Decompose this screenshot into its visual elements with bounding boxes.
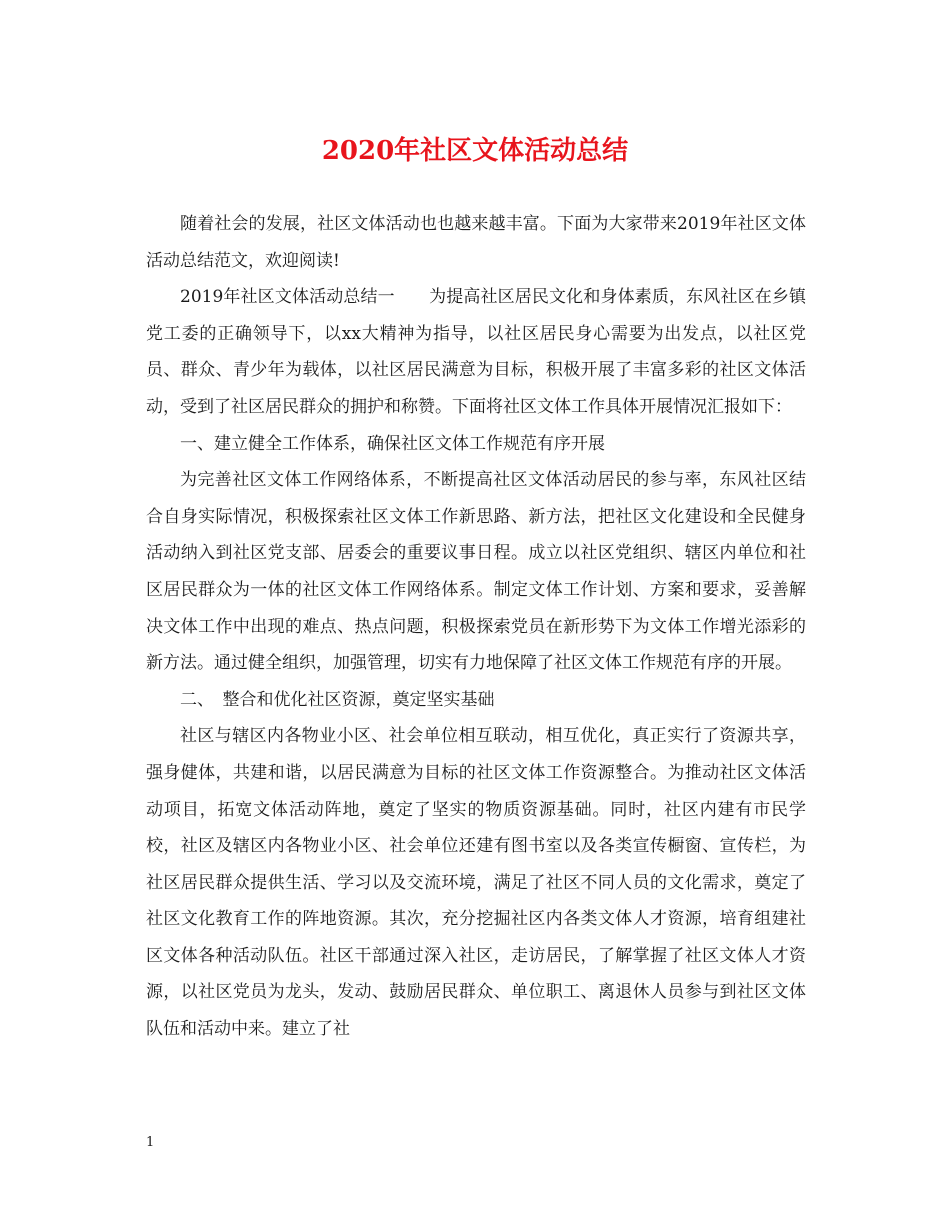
page-title: 2020年社区文体活动总结 bbox=[321, 136, 629, 166]
paragraph-summary-one: 2019年社区文体活动总结一 为提高社区居民文化和身体素质，东风社区在乡镇党工委的正确领导下，以xx大精神为指导，以社区居民身心需要为出发点，以社区党员、群众、青少年为载体，以社区居民满意为目标，积极开展了丰富多彩的社区文体活动，受到了社区居民群众的拥护和称赞。下面将社区文体工作具体开展情况汇报如下： bbox=[146, 287, 806, 417]
document-body bbox=[146, 206, 806, 1048]
paragraph-section-two: 社区与辖区内各物业小区、社会单位相互联动，相互优化，真正实行了资源共享，强身健体，共建和谐，以居民满意为目标的社区文体工作资源整合。为推动社区文体活动项目，拓宽文体活动阵地，奠定了坚实的物质资源基础。同时，社区内建有市民学校，社区及辖区内各物业小区、社会单位还建有图书室以及各类宣传橱窗、宣传栏，为社区居民群众提供生活、学习以及交流环境，满足了社区不同人员的文化需求，奠定了社区文化教育工作的阵地资源。其次，充分挖掘社区内各类文体人才资源，培育组建社区文体各种活动队伍。社区干部通过深入社区，走访居民，了解掌握了社区文体人才资源，以社区党员为龙头，发动、鼓励居民群众、单位职工、离退休人员参与到社区文体队伍和活动中来。建立了社 bbox=[146, 726, 806, 1040]
paragraph-section-one: 为完善社区文体工作网络体系，不断提高社区文体活动居民的参与率，东风社区结合自身实际情况，积极探索社区文体工作新思路、新方法，把社区文化建设和全民健身活动纳入到社区党支部、居委会的重要议事日程。成立以社区党组织、辖区内单位和社区居民群众为一体的社区文体工作网络体系。制定文体工作计划、方案和要求，妥善解决文体工作中出现的难点、热点问题，积极探索党员在新形势下为文体工作增光添彩的新方法。通过健全组织，加强管理，切实有力地保障了社区文体工作规范有序的开展。 bbox=[146, 470, 806, 674]
section-heading-two: 二、 整合和优化社区资源，奠定坚实基础 bbox=[180, 689, 495, 710]
page-number: 1 bbox=[146, 1135, 155, 1150]
section-heading-one: 一、建立健全工作体系，确保社区文体工作规范有序开展 bbox=[180, 433, 605, 454]
paragraph-intro: 随着社会的发展，社区文体活动也也越来越丰富。下面为大家带来2019年社区文体活动总结范文，欢迎阅读! bbox=[146, 214, 806, 271]
